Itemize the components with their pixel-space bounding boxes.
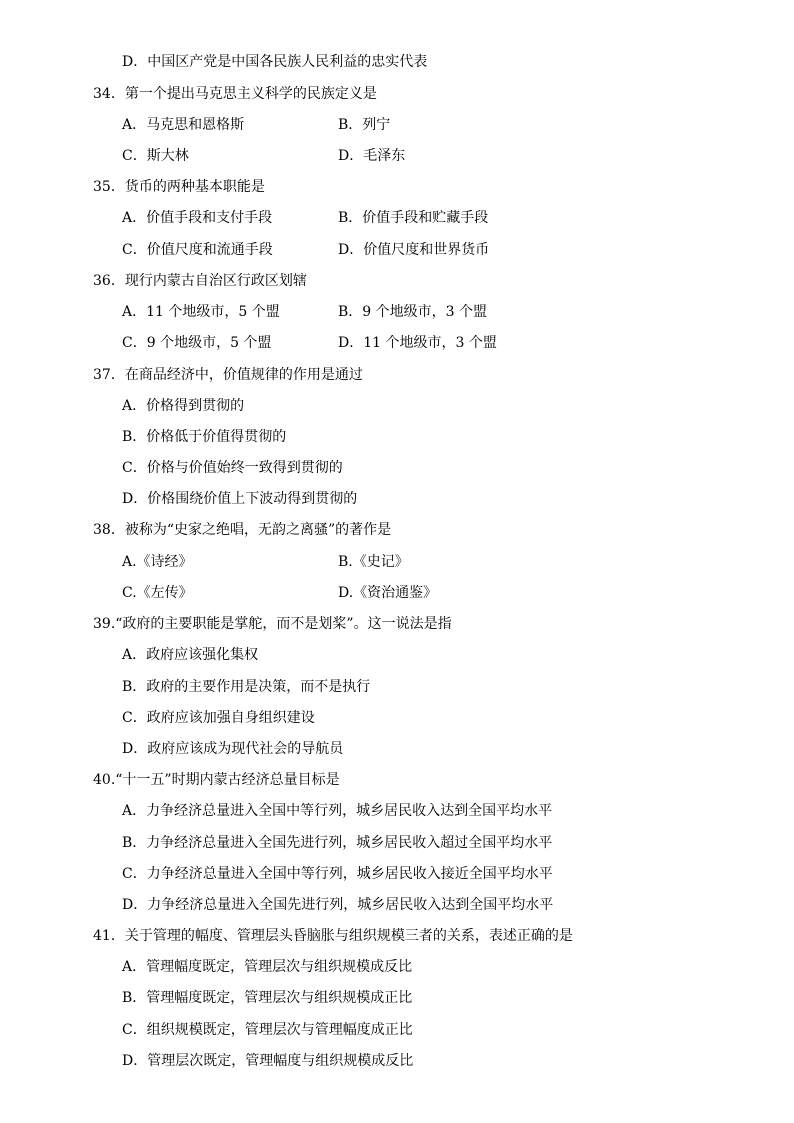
q38-option-c: C.《左传》 [122, 585, 193, 601]
q36-option-a: A．11 个地级市，5 个盟 [122, 304, 280, 320]
q39-stem: 39.“政府的主要职能是掌舵，而不是划桨”。这一说法是指 [93, 616, 452, 632]
q36-option-d: D．11 个地级市，3 个盟 [338, 335, 497, 351]
q34-option-d: D．毛泽东 [338, 148, 406, 164]
q40-stem: 40.“十一五”时期内蒙古经济总量目标是 [93, 772, 340, 788]
q35-option-c: C．价值尺度和流通手段 [122, 242, 273, 258]
q40-option-a: A．力争经济总量进入全国中等行列，城乡居民收入达到全国平均水平 [122, 803, 553, 819]
q35-option-a: A．价值手段和支付手段 [122, 210, 273, 226]
q40-option-b: B．力争经济总量进入全国先进行列，城乡居民收入超过全国平均水平 [122, 835, 553, 851]
q41-option-c: C．组织规模既定，管理层次与管理幅度成正比 [122, 1022, 413, 1038]
q36-stem: 36．现行内蒙古自治区行政区划辖 [93, 273, 307, 289]
q38-option-d: D.《资治通鉴》 [338, 585, 438, 601]
q37-option-c: C．价格与价值始终一致得到贯彻的 [122, 460, 343, 476]
q40-option-d: D．力争经济总量进入全国先进行列，城乡居民收入达到全国平均水平 [122, 897, 554, 913]
q39-option-c: C．政府应该加强自身组织建设 [122, 710, 315, 726]
q41-stem: 41．关于管理的幅度、管理层头昏脑胀与组织规模三者的关系，表述正确的是 [93, 928, 573, 944]
q38-option-a: A.《诗经》 [122, 554, 193, 570]
q34-option-a: A．马克思和恩格斯 [122, 117, 245, 133]
q39-option-a: A．政府应该强化集权 [122, 647, 259, 663]
q40-option-c: C．力争经济总量进入全国中等行列，城乡居民收入接近全国平均水平 [122, 866, 553, 882]
q37-option-b: B．价格低于价值得贯彻的 [122, 429, 287, 445]
q35-option-b: B．价值手段和贮藏手段 [338, 210, 489, 226]
q37-stem: 37．在商品经济中，价值规律的作用是通过 [93, 367, 363, 383]
q33-option-d: D．中国区产党是中国各民族人民利益的忠实代表 [122, 54, 428, 70]
q36-option-c: C．9 个地级市，5 个盟 [122, 335, 272, 351]
q35-option-d: D．价值尺度和世界货币 [338, 242, 490, 258]
q34-stem: 34．第一个提出马克思主义科学的民族定义是 [93, 86, 377, 102]
q39-option-d: D．政府应该成为现代社会的导航员 [122, 741, 344, 757]
q39-option-b: B．政府的主要作用是决策，而不是执行 [122, 679, 371, 695]
q38-option-b: B.《史记》 [338, 554, 409, 570]
q37-option-a: A．价格得到贯彻的 [122, 398, 245, 414]
q34-option-b: B．列宁 [338, 117, 391, 133]
q41-option-d: D．管理层次既定，管理幅度与组织规模成反比 [122, 1053, 414, 1069]
q41-option-a: A．管理幅度既定，管理层次与组织规模成反比 [122, 959, 413, 975]
q34-option-c: C．斯大林 [122, 148, 189, 164]
q36-option-b: B．9 个地级市，3 个盟 [338, 304, 488, 320]
q35-stem: 35．货币的两种基本职能是 [93, 179, 265, 195]
q41-option-b: B．管理幅度既定，管理层次与组织规模成正比 [122, 990, 413, 1006]
q37-option-d: D．价格围绕价值上下波动得到贯彻的 [122, 491, 358, 507]
q38-stem: 38．被称为“史家之绝唱，无韵之离骚”的著作是 [93, 522, 392, 538]
